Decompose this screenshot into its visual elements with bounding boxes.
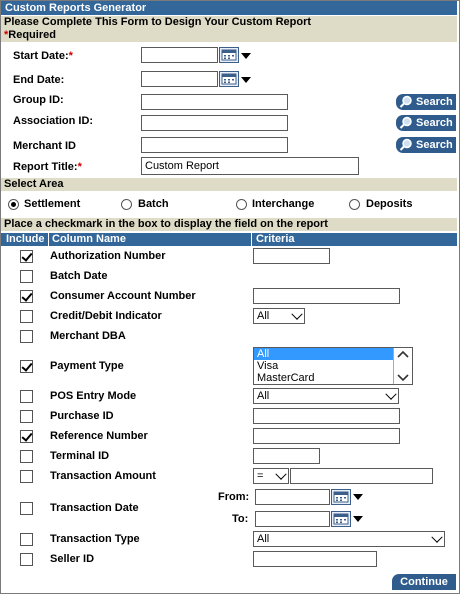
radio-deposits[interactable] <box>349 199 360 210</box>
field-reference-number: Reference Number <box>50 430 148 442</box>
transaction-date-from-input[interactable] <box>255 489 330 505</box>
form-header <box>1 16 457 42</box>
start-date-input[interactable] <box>141 47 218 63</box>
checkbox-consumer-account-number[interactable] <box>20 290 33 303</box>
checkbox-authorization-number[interactable] <box>20 250 33 263</box>
transaction-amount-operator-select[interactable]: = <box>253 468 289 484</box>
transaction-type-select[interactable]: All <box>253 531 445 547</box>
form-header-title: Please Complete This Form to Design Your Custom Report <box>4 16 312 28</box>
list-item[interactable]: All <box>254 348 394 360</box>
association-id-search-button[interactable]: Search <box>396 115 456 131</box>
transaction-date-to-input[interactable] <box>255 511 330 527</box>
group-id-search-button[interactable]: Search <box>396 94 456 110</box>
list-item[interactable]: MasterCard <box>257 372 315 384</box>
checkbox-payment-type[interactable] <box>20 360 33 373</box>
field-authorization-number: Authorization Number <box>50 250 166 262</box>
checkbox-merchant-dba[interactable] <box>20 330 33 343</box>
field-transaction-amount: Transaction Amount <box>50 470 156 482</box>
group-id-label: Group ID: <box>13 94 64 106</box>
radio-settlement-label: Settlement <box>24 198 81 210</box>
criteria-header: Criteria <box>256 233 295 245</box>
required-note: *Required <box>4 29 56 41</box>
field-payment-type: Payment Type <box>50 360 124 372</box>
field-transaction-type: Transaction Type <box>50 533 140 545</box>
start-date-dropdown-icon[interactable] <box>241 53 251 59</box>
field-seller-id: Seller ID <box>50 553 95 565</box>
radio-batch[interactable] <box>121 199 132 210</box>
checkbox-terminal-id[interactable] <box>20 450 33 463</box>
end-date-input[interactable] <box>141 71 218 87</box>
transaction-date-to-label: To: <box>232 513 249 525</box>
transaction-amount-input[interactable] <box>290 468 433 484</box>
merchant-id-search-button[interactable]: Search <box>396 137 456 153</box>
end-date-calendar-icon[interactable] <box>219 71 239 87</box>
chevron-down-icon <box>275 469 286 480</box>
transaction-date-from-label: From: <box>218 491 250 503</box>
checkbox-batch-date[interactable] <box>20 270 33 283</box>
consumer-account-number-input[interactable] <box>253 288 400 304</box>
field-batch-date: Batch Date <box>50 270 108 282</box>
column-header-row <box>1 233 457 246</box>
authorization-number-input[interactable] <box>253 248 330 264</box>
field-purchase-id: Purchase ID <box>50 410 114 422</box>
end-date-dropdown-icon[interactable] <box>241 77 251 83</box>
checkbox-transaction-amount[interactable] <box>20 470 33 483</box>
list-item[interactable]: Visa <box>257 360 279 372</box>
checkbox-reference-number[interactable] <box>20 430 33 443</box>
chevron-down-icon <box>431 532 442 543</box>
chevron-down-icon <box>385 389 396 400</box>
transaction-date-to-dropdown-icon[interactable] <box>353 516 363 522</box>
include-header: Include <box>6 233 45 245</box>
field-consumer-account-number: Consumer Account Number <box>50 290 196 302</box>
checkbox-transaction-date[interactable] <box>20 502 33 515</box>
columns-section-header: Place a checkmark in the box to display the field on the report <box>1 218 457 231</box>
checkbox-pos-entry-mode[interactable] <box>20 390 33 403</box>
chevron-down-icon <box>291 309 302 320</box>
start-date-label: Start Date:* <box>13 50 73 62</box>
field-pos-entry-mode: POS Entry Mode <box>50 390 137 402</box>
transaction-date-to-calendar-icon[interactable] <box>331 511 351 527</box>
select-area-header: Select Area <box>1 178 457 191</box>
credit-debit-indicator-select[interactable]: All <box>253 308 305 324</box>
scroll-arrows-icon <box>394 348 412 384</box>
radio-interchange-label: Interchange <box>252 198 315 210</box>
merchant-id-input[interactable] <box>141 137 288 153</box>
field-transaction-date: Transaction Date <box>50 502 139 514</box>
radio-interchange[interactable] <box>236 199 247 210</box>
column-name-header: Column Name <box>52 233 126 245</box>
terminal-id-input[interactable] <box>253 448 320 464</box>
radio-settlement[interactable] <box>8 199 19 210</box>
search-icon <box>399 116 413 130</box>
report-title-input[interactable] <box>141 157 359 175</box>
radio-deposits-label: Deposits <box>366 198 413 210</box>
continue-button[interactable]: Continue <box>392 574 456 590</box>
start-date-calendar-icon[interactable] <box>219 47 239 63</box>
transaction-date-from-dropdown-icon[interactable] <box>353 494 363 500</box>
group-id-input[interactable] <box>141 94 288 110</box>
search-icon <box>399 138 413 152</box>
checkbox-transaction-type[interactable] <box>20 533 33 546</box>
search-icon <box>399 95 413 109</box>
checkbox-purchase-id[interactable] <box>20 410 33 423</box>
transaction-date-from-calendar-icon[interactable] <box>331 489 351 505</box>
payment-type-listbox[interactable] <box>253 347 413 385</box>
radio-batch-label: Batch <box>138 198 169 210</box>
field-credit-debit-indicator: Credit/Debit Indicator <box>50 310 162 322</box>
reference-number-input[interactable] <box>253 428 400 444</box>
field-terminal-id: Terminal ID <box>50 450 110 462</box>
association-id-input[interactable] <box>141 115 288 131</box>
pos-entry-mode-select[interactable]: All <box>253 388 399 404</box>
purchase-id-input[interactable] <box>253 408 400 424</box>
checkbox-seller-id[interactable] <box>20 553 33 566</box>
report-title-label: Report Title:* <box>13 161 82 173</box>
seller-id-input[interactable] <box>253 551 377 567</box>
end-date-label: End Date: <box>13 74 65 86</box>
association-id-label: Association ID: <box>13 115 94 127</box>
field-merchant-dba: Merchant DBA <box>50 330 126 342</box>
merchant-id-label: Merchant ID <box>13 140 76 152</box>
window-title: Custom Reports Generator <box>1 1 457 15</box>
listbox-scrollbar[interactable] <box>393 348 412 384</box>
checkbox-credit-debit-indicator[interactable] <box>20 310 33 323</box>
